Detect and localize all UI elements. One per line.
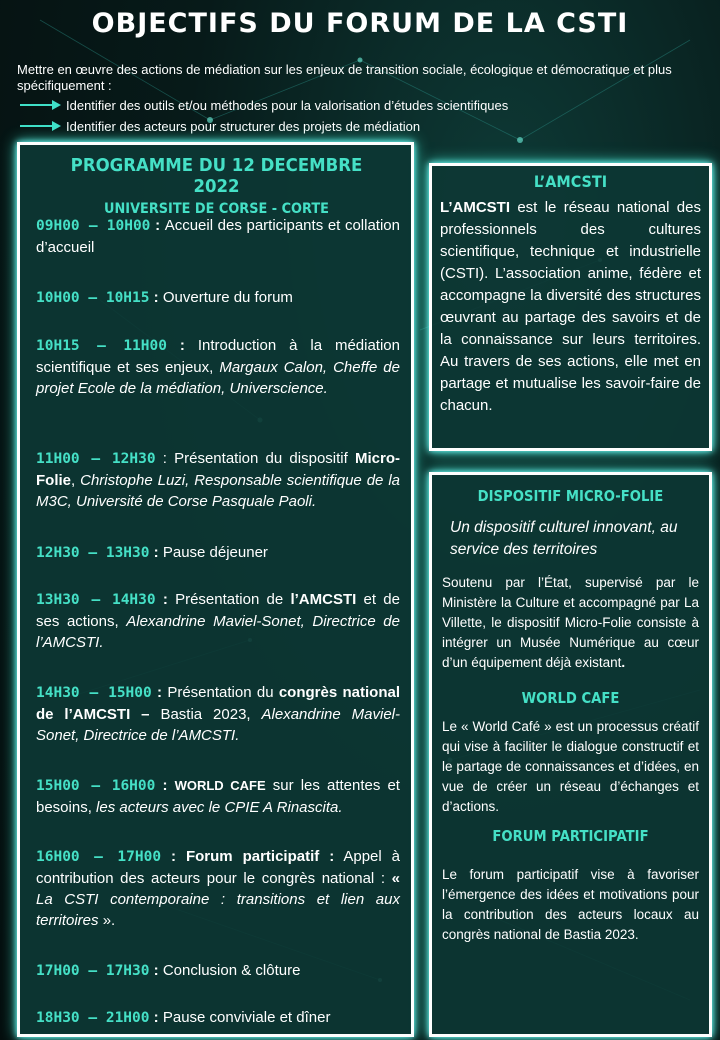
objective-label: Identifier des outils et/ou méthodes pour la valorisation d’études scientifiques <box>66 97 509 113</box>
schedule-time: 09H00 – 10H00 <box>36 218 151 234</box>
programme-panel <box>17 142 414 1037</box>
schedule-time: 12H30 – 13H30 <box>36 545 150 561</box>
schedule-time: 16H00 – 17H00 <box>36 849 162 865</box>
schedule-text: Présentation du dispositif <box>174 450 348 467</box>
schedule-item: 09H00 – 10H00 : Accueil des participants et collation d’accueil <box>36 217 400 256</box>
schedule-item: 12H30 – 13H30 : Pause déjeuner <box>36 544 268 561</box>
schedule-highlight: Forum participatif : <box>185 848 335 865</box>
amcsti-name: L’AMCSTI <box>440 199 510 216</box>
schedule-highlight: WORLD CAFE <box>174 778 266 793</box>
schedule-text: Ouverture du forum <box>162 289 293 306</box>
schedule-time: 10H15 – 11H00 <box>36 338 167 354</box>
micro-folie-title: DISPOSITIF MICRO-FOLIE <box>477 487 664 505</box>
schedule-text-2: et de ses actions, <box>36 591 400 630</box>
schedule-highlight: Micro-Folie <box>36 450 400 489</box>
schedule-time: 15H00 – 16H00 <box>36 778 156 794</box>
schedule-speaker: Alexandrine Maviel-Sonet, Directrice de l’AMCSTI. <box>36 706 400 744</box>
schedule-text: sur les attentes et besoins, <box>36 777 400 816</box>
objective-item <box>20 118 420 134</box>
programme-subtitle: UNIVERSITE DE CORSE - CORTE <box>104 201 329 217</box>
schedule-time: 13H30 – 14H30 <box>36 592 156 608</box>
schedule-speaker: La CSTI contemporaine : transitions et lien aux territoires <box>36 891 400 929</box>
objective-item <box>20 97 508 113</box>
amcsti-description <box>440 197 701 417</box>
schedule-text: Accueil des participants et collation d’accueil <box>36 217 400 256</box>
quote-open: « <box>391 870 400 887</box>
micro-folie-tagline: Un dispositif culturel innovant, au service des territoires <box>450 519 678 558</box>
world-cafe-description: Le « World Café » est un processus créatif qui vise à faciliter le dialogue constructif et le partage de connaissances et d’idées, en vue de créer un réseau d’échanges et d’actions. <box>442 719 699 814</box>
micro-folie-body: Soutenu par l’État, supervisé par le Ministère la Culture et accompagné par La Villette, le dispositif Micro-Folie consiste à intégrer un Musée Numérique au cœur d’un équipement déjà existant <box>442 575 699 670</box>
quote-close: ». <box>102 912 116 929</box>
schedule-item: 14H30 – 15H00 : Présentation du congrès national de l’AMCSTI – Bastia 2023, Alexandrine Maviel-Sonet, Directrice de l’AMCSTI. <box>36 684 400 744</box>
schedule-highlight: congrès national de l’AMCSTI – <box>36 684 400 723</box>
schedule-item: 15H00 – 16H00 : WORLD CAFE sur les attentes et besoins, les acteurs avec le CPIE A Rinascita. <box>36 777 400 816</box>
schedule-item: 18H30 – 21H00 : Pause conviviale et dîner <box>36 1009 331 1026</box>
forum-participatif-description: Le forum participatif vise à favoriser l’émergence des idées et motivations pour la contribution des acteurs locaux au congrès national de Bastia 2023. <box>442 867 699 942</box>
schedule-speaker: Margaux Calon, Cheffe de projet Ecole de la médiation, Universcience. <box>36 359 400 397</box>
programme-title: PROGRAMME DU 12 DECEMBRE 2022 <box>70 155 363 197</box>
schedule-time: 17H00 – 17H30 <box>36 963 150 979</box>
schedule-time: 10H00 – 10H15 <box>36 290 150 306</box>
schedule-item: 11H00 – 12H30 : Présentation du dispositif Micro-Folie, Christophe Luzi, Responsable scientifique de la M3C, Université de Corse Pasquale Paoli. <box>36 450 400 510</box>
schedule-text-2: Bastia 2023, <box>160 706 251 723</box>
page-title: OBJECTIFS DU FORUM DE LA CSTI <box>91 8 629 39</box>
schedule-time: 18H30 – 21H00 <box>36 1010 150 1026</box>
schedule-text: Conclusion & clôture <box>162 962 301 979</box>
schedule-speaker: Alexandrine Maviel-Sonet, Directrice de l’AMCSTI. <box>36 613 400 651</box>
arrow-right-icon <box>20 99 62 111</box>
schedule-text: Présentation du <box>167 684 274 701</box>
schedule-speaker: les acteurs avec le CPIE A Rinascita. <box>96 799 343 816</box>
schedule-text: Appel à contribution des acteurs pour le congrès national : <box>36 848 401 887</box>
micro-folie-description: Soutenu par l’État, supervisé par le Ministère la Culture et accompagné par La Villette, le dispositif Micro-Folie consiste à intégrer un Musée Numérique au cœur d’un équipement déjà existant. <box>442 575 699 670</box>
world-cafe-title: WORLD CAFE <box>521 689 620 707</box>
intro-text: Mettre en œuvre des actions de médiation sur les enjeux de transition sociale, écologique et démocratique et plus spécifiquement : <box>17 62 672 93</box>
schedule-item: 13H30 – 14H30 : Présentation de l’AMCSTI et de ses actions, Alexandrine Maviel-Sonet, Directrice de l’AMCSTI. <box>36 591 400 651</box>
arrow-right-icon <box>20 120 62 132</box>
schedule-item: 10H00 – 10H15 : Ouverture du forum <box>36 289 293 306</box>
schedule-time: 11H00 – 12H30 <box>36 451 156 467</box>
forum-participatif-title: FORUM PARTICIPATIF <box>492 827 649 845</box>
schedule-speaker: Christophe Luzi, Responsable scientifique de la M3C, Université de Corse Pasquale Paoli. <box>36 472 400 510</box>
schedule-highlight: l’AMCSTI <box>290 591 357 608</box>
amcsti-title: L’AMCSTI <box>533 172 608 191</box>
schedule-item: 16H00 – 17H00 : Forum participatif : Appel à contribution des acteurs pour le congrès national : « La CSTI contemporaine : transitions et lien aux territoires ». <box>36 848 401 929</box>
schedule-text: Présentation de <box>175 591 284 608</box>
schedule-item: 17H00 – 17H30 : Conclusion & clôture <box>36 962 301 979</box>
amcsti-panel <box>429 163 712 451</box>
schedule-text: Pause conviviale et dîner <box>162 1009 331 1026</box>
objective-label: Identifier des acteurs pour structurer des projets de médiation <box>66 118 421 134</box>
micro-folie-panel <box>429 472 712 1037</box>
schedule-text: Pause déjeuner <box>162 544 268 561</box>
schedule-text: Introduction à la médiation scientifique et ses enjeux, <box>36 337 400 376</box>
schedule-time: 14H30 – 15H00 <box>36 685 152 701</box>
schedule-item: 10H15 – 11H00 : Introduction à la médiation scientifique et ses enjeux, Margaux Calon, Cheffe de projet Ecole de la médiation, Universcience. <box>36 337 400 397</box>
amcsti-body: est le réseau national des professionnels des cultures scientifique, technique et industrielle (CSTI). L’association anime, fédère et accompagne la diversité des structures œuvrant au partage des savoirs et de la connaissance sur leurs territoires. Au travers de ses actions, elle met en partage et mutualise les savoir-faire de chacun. <box>440 199 701 414</box>
